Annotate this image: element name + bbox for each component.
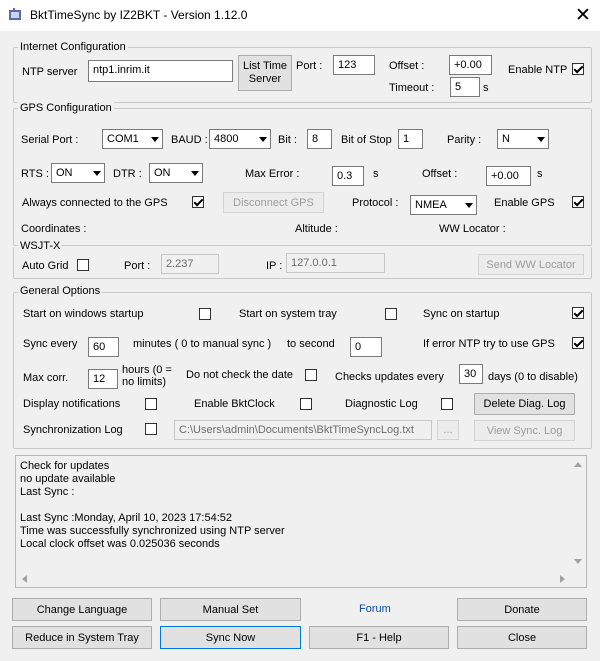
log-line: Last Sync : [20, 486, 75, 498]
max-error-label: Max Error : [245, 168, 300, 180]
dtr-value: ON [154, 167, 171, 179]
scroll-left-icon[interactable] [22, 575, 27, 583]
close-button[interactable]: Close [457, 626, 587, 649]
log-textarea[interactable] [15, 455, 587, 588]
if-error-checkbox[interactable] [572, 337, 584, 349]
timeout-unit: s [483, 82, 489, 94]
rts-label: RTS : [21, 168, 49, 180]
protocol-label: Protocol : [352, 197, 399, 209]
dont-check-date-label: Do not check the date [186, 369, 294, 381]
enable-bktclock-label: Enable BktClock [194, 398, 275, 410]
ww-locator-label: WW Locator : [439, 223, 506, 235]
disconnect-gps-button[interactable]: Disconnect GPS [223, 192, 324, 213]
send-ww-locator-button[interactable]: Send WW Locator [478, 254, 584, 275]
dont-check-date-checkbox[interactable] [305, 369, 317, 381]
sync-startup-label: Sync on startup [423, 308, 500, 320]
horizontal-scrollbar[interactable] [16, 570, 571, 587]
start-tray-checkbox[interactable] [385, 308, 397, 320]
wsjt-ip-label: IP : [266, 260, 283, 272]
sync-log-checkbox[interactable] [145, 423, 157, 435]
sync-log-path-input[interactable]: C:\Users\admin\Documents\BktTimeSyncLog.txt [174, 420, 432, 440]
internet-config-label: Internet Configuration [20, 41, 126, 53]
gps-offset-label: Offset : [422, 168, 458, 180]
ntp-offset-input[interactable]: +0.00 [449, 55, 492, 75]
window-title: BktTimeSync by IZ2BKT - Version 1.12.0 [30, 8, 248, 22]
rts-select[interactable] [51, 163, 105, 183]
days-label: days (0 to disable) [488, 371, 578, 383]
chevron-down-icon [537, 137, 545, 142]
scroll-down-icon[interactable] [574, 559, 582, 564]
minutes-label: minutes ( 0 to manual sync ) [133, 338, 272, 350]
list-time-server-line1: List Time [242, 60, 287, 72]
chevron-down-icon [465, 203, 473, 208]
timeout-label: Timeout : [389, 82, 435, 94]
browse-button[interactable]: ... [437, 420, 459, 440]
wsjt-port-input[interactable]: 2.237 [161, 254, 219, 274]
enable-gps-label: Enable GPS [494, 197, 555, 209]
f1-help-button[interactable]: F1 - Help [309, 626, 449, 649]
ntp-port-label: Port : [296, 60, 323, 72]
scroll-up-icon[interactable] [574, 462, 582, 467]
chevron-down-icon [151, 137, 159, 142]
diagnostic-log-checkbox[interactable] [441, 398, 453, 410]
serial-port-label: Serial Port : [21, 134, 79, 146]
wsjt-ip-input[interactable]: 127.0.0.1 [286, 253, 385, 273]
bit-of-stop-label: Bit of Stop [341, 134, 392, 146]
auto-grid-label: Auto Grid [22, 260, 69, 272]
protocol-value: NMEA [415, 199, 447, 211]
hours-line1: hours (0 = [122, 364, 172, 376]
sync-now-button[interactable]: Sync Now [160, 626, 301, 649]
diagnostic-log-label: Diagnostic Log [345, 398, 418, 410]
gps-offset-unit: s [537, 168, 543, 180]
ntp-offset-label: Offset : [389, 60, 425, 72]
list-time-server-button[interactable] [238, 55, 292, 91]
wsjt-port-label: Port : [124, 260, 151, 272]
chevron-down-icon [93, 171, 101, 176]
log-line: Check for updates [20, 460, 110, 472]
ntp-server-label: NTP server [22, 66, 78, 78]
title-bar[interactable] [0, 0, 600, 31]
general-options-label: General Options [20, 285, 101, 297]
timeout-input[interactable]: 5 [450, 77, 480, 97]
sync-every-input[interactable]: 60 [88, 337, 119, 357]
display-notifications-checkbox[interactable] [145, 398, 157, 410]
always-connected-checkbox[interactable] [192, 196, 204, 208]
app-icon [8, 8, 22, 22]
enable-ntp-label: Enable NTP [508, 64, 568, 76]
hours-label [122, 364, 172, 388]
checks-updates-label: Checks updates every [335, 371, 444, 383]
to-second-label: to second [287, 338, 335, 350]
altitude-label: Altitude : [295, 223, 338, 235]
checks-updates-input[interactable]: 30 [459, 364, 483, 384]
start-windows-checkbox[interactable] [199, 308, 211, 320]
max-corr-input[interactable]: 12 [88, 369, 118, 389]
baud-select[interactable] [209, 129, 271, 149]
sync-log-label: Synchronization Log [23, 424, 123, 436]
coordinates-label: Coordinates : [21, 223, 87, 235]
log-line: Time was successfully synchronized using NTP server [20, 525, 285, 537]
manual-set-button[interactable]: Manual Set [160, 598, 301, 621]
serial-port-select[interactable] [102, 129, 163, 149]
log-line: Last Sync :Monday, April 10, 2023 17:54:52 [20, 512, 232, 524]
parity-value: N [502, 133, 510, 145]
reduce-system-tray-button[interactable]: Reduce in System Tray [12, 626, 152, 649]
sync-startup-checkbox[interactable] [572, 307, 584, 319]
parity-label: Parity : [447, 134, 482, 146]
if-error-label: If error NTP try to use GPS [423, 338, 555, 350]
view-sync-log-button[interactable]: View Sync. Log [474, 420, 575, 441]
max-error-input[interactable]: 0.3 [332, 166, 364, 186]
auto-grid-checkbox[interactable] [77, 259, 89, 271]
bit-input[interactable]: 8 [307, 129, 332, 149]
wsjt-label: WSJT-X [20, 240, 61, 252]
close-icon[interactable]: ✕ [575, 5, 591, 26]
start-windows-label: Start on windows startup [23, 308, 144, 320]
enable-ntp-checkbox[interactable] [572, 63, 584, 75]
protocol-select[interactable] [410, 195, 477, 215]
display-notifications-label: Display notifications [23, 398, 121, 410]
chevron-down-icon [191, 171, 199, 176]
log-line: Local clock offset was 0.025036 seconds [20, 538, 220, 550]
max-corr-label: Max corr. [23, 372, 69, 384]
dtr-select[interactable] [149, 163, 203, 183]
start-tray-label: Start on system tray [239, 308, 337, 320]
hours-line2: no limits) [122, 376, 167, 388]
ntp-port-input[interactable]: 123 [333, 55, 375, 75]
chevron-down-icon [259, 137, 267, 142]
vertical-scrollbar[interactable] [569, 456, 586, 571]
parity-select[interactable] [497, 129, 549, 149]
delete-diag-log-button[interactable]: Delete Diag. Log [474, 393, 575, 415]
serial-port-value: COM1 [107, 133, 139, 145]
gps-offset-input[interactable]: +0.00 [486, 166, 531, 186]
log-line: no update available [20, 473, 116, 485]
donate-button[interactable]: Donate [457, 598, 587, 621]
bit-label: Bit : [278, 134, 297, 146]
enable-gps-checkbox[interactable] [572, 196, 584, 208]
scroll-right-icon[interactable] [560, 575, 565, 583]
to-second-input[interactable]: 0 [350, 337, 382, 357]
always-connected-label: Always connected to the GPS [22, 197, 168, 209]
gps-config-label: GPS Configuration [20, 102, 112, 114]
dtr-label: DTR : [113, 168, 142, 180]
list-time-server-line2: Server [248, 73, 282, 85]
rts-value: ON [56, 167, 73, 179]
baud-label: BAUD : [171, 134, 208, 146]
max-error-unit: s [373, 168, 379, 180]
enable-bktclock-checkbox[interactable] [300, 398, 312, 410]
bit-of-stop-input[interactable]: 1 [398, 129, 423, 149]
change-language-button[interactable]: Change Language [12, 598, 152, 621]
ntp-server-input[interactable]: ntp1.inrim.it [88, 60, 233, 82]
sync-every-label: Sync every [23, 338, 78, 350]
baud-value: 4800 [214, 133, 239, 145]
forum-link[interactable]: Forum [359, 603, 391, 615]
